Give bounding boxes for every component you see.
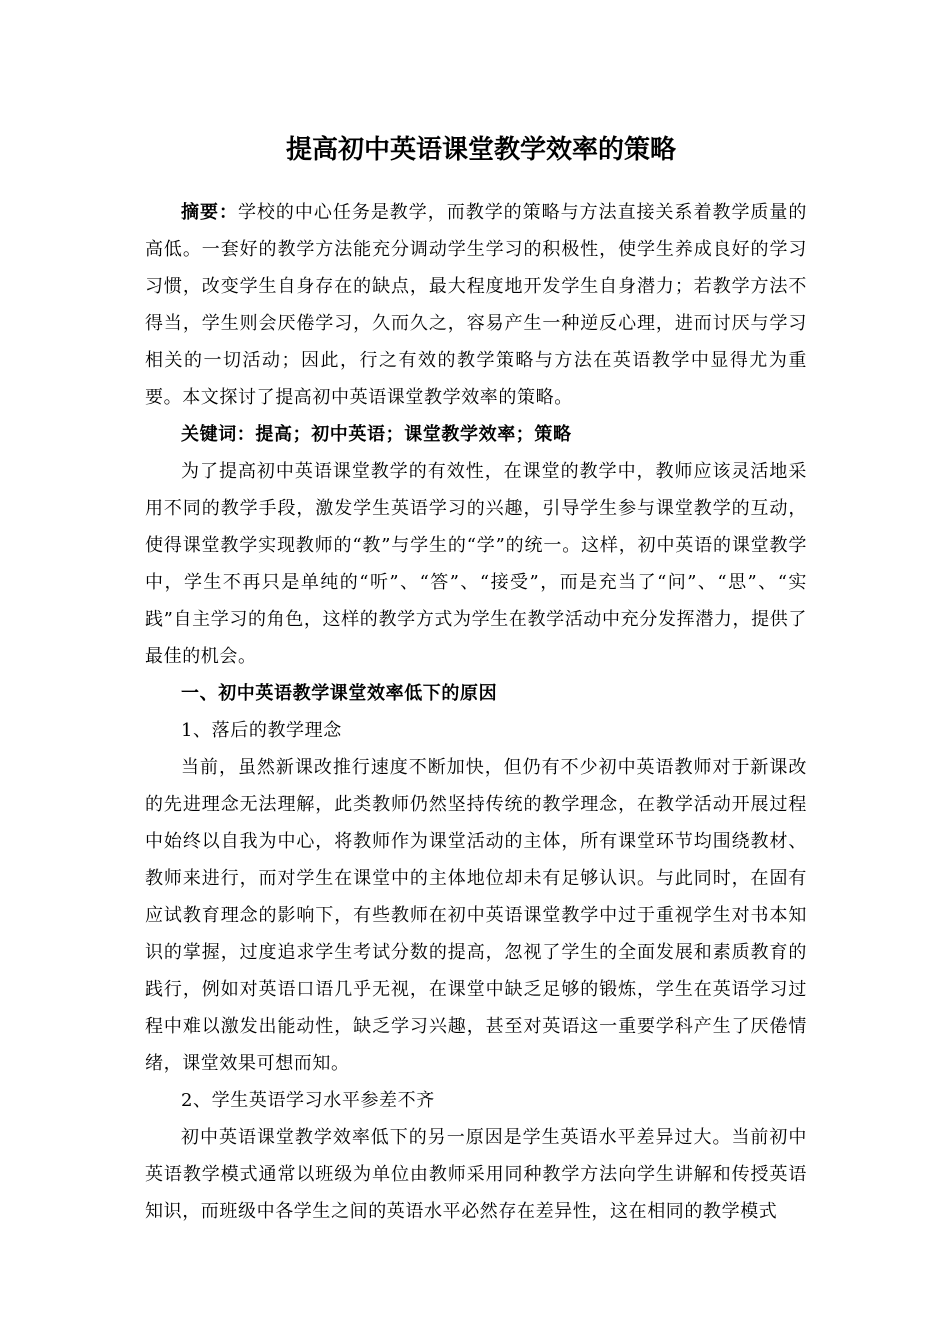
- abstract-text: 学校的中心任务是教学，而教学的策略与方法直接关系着教学质量的高低。一套好的教学方法能充分调动学生学习的积极性，使学生养成良好的学习习惯，改变学生自身存在的缺点，最大程度地开发学生自身潜力；若教学方法不得当，学生则会厌倦学习，久而久之，容易产生一种逆反心理，进而讨厌与学习相关的一切活动；因此，行之有效的教学策略与方法在英语教学中显得尤为重要。本文探讨了提高初中英语课堂教学效率的策略。: [145, 202, 807, 408]
- intro-paragraph: 为了提高初中英语课堂教学的有效性，在课堂的教学中，教师应该灵活地采用不同的教学手段，激发学生英语学习的兴趣，引导学生参与课堂教学的互动，使得课堂教学实现教师的“教”与学生的“学”的统一。这样，初中英语的课堂教学中，学生不再只是单纯的“听”、“答”、“接受”，而是充当了“问”、“思”、“实践”自主学习的角色，这样的教学方式为学生在教学活动中充分发挥潜力，提供了最佳的机会。: [145, 461, 807, 667]
- subsection-paragraph-1-1: 当前，虽然新课改推行速度不断加快，但仍有不少初中英语教师对于新课改的先进理念无法理解，此类教师仍然坚持传统的教学理念，在教学活动开展过程中始终以自我为中心，将教师作为课堂活动的主体，所有课堂环节均围绕教材、教师来进行，而对学生在课堂中的主体地位却未有足够认识。与此同时，在固有应试教育理念的影响下，有些教师在初中英语课堂教学中过于重视学生对书本知识的掌握，过度追求学生考试分数的提高，忽视了学生的全面发展和素质教育的践行，例如对英语口语几乎无视，在课堂中缺乏足够的锻炼，学生在英语学习过程中难以激发出能动性，缺乏学习兴趣，甚至对英语这一重要学科产生了厌倦情绪，课堂效果可想而知。: [145, 757, 807, 1074]
- document-title: 提高初中英语课堂教学效率的策略: [285, 135, 676, 165]
- subsection-paragraph-1-2: 初中英语课堂教学效率低下的另一原因是学生英语水平差异过大。当前初中英语教学模式通常以班级为单位由教师采用同种教学方法向学生讲解和传授英语知识，而班级中各学生之间的英语水平必然存在差异性，这在相同的教学模式: [145, 1127, 807, 1222]
- abstract-paragraph: [145, 194, 807, 416]
- abstract-label: 摘要：: [181, 202, 238, 223]
- section-heading-1: 一、初中英语教学课堂效率低下的原因: [181, 683, 498, 704]
- keywords-line: 关键词：提高；初中英语；课堂教学效率；策略: [181, 424, 572, 445]
- subsection-heading-1-1: 1、落后的教学理念: [181, 720, 342, 741]
- subsection-heading-1-2: 2、学生英语学习水平参差不齐: [181, 1090, 435, 1111]
